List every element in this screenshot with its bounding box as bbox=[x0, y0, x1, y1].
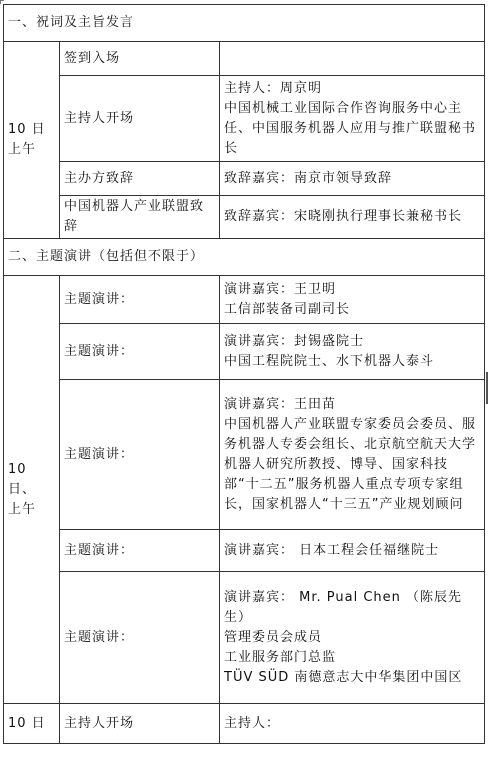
agenda-table bbox=[3, 4, 485, 744]
item-cell: 主办方致辞 bbox=[60, 162, 220, 196]
section-header-row bbox=[4, 239, 485, 276]
table-row bbox=[4, 162, 485, 196]
section-title: 一、祝词及主旨发言 bbox=[4, 5, 485, 42]
detail-cell: 主持人：周京明 中国机械工业国际合作咨询服务中心主任、中国服务机器人应用与推广联盟秘书长 bbox=[220, 76, 485, 162]
time-cell: 10 日 上午 bbox=[4, 42, 60, 239]
detail-cell: 主持人： bbox=[220, 704, 485, 744]
table-row bbox=[4, 76, 485, 162]
time-cell: 10 日、 上午 bbox=[4, 276, 60, 704]
detail-cell bbox=[220, 42, 485, 76]
detail-cell: 演讲嘉宾：王田苗 中国机器人产业联盟专家委员会委员、服务机器人专委会组长、北京航空航天大学机器人研究所教授、博导、国家科技部“十二五”服务机器人重点专项专家组长，国家机器人“十三五”产业规划顾问 bbox=[220, 380, 485, 530]
item-cell: 签到入场 bbox=[60, 42, 220, 76]
table-row bbox=[4, 572, 485, 704]
table-row bbox=[4, 704, 485, 744]
section-header-row bbox=[4, 5, 485, 42]
table-row bbox=[4, 42, 485, 76]
table-row bbox=[4, 276, 485, 324]
item-cell: 主题演讲： bbox=[60, 324, 220, 380]
item-cell: 主题演讲： bbox=[60, 380, 220, 530]
item-cell: 主题演讲： bbox=[60, 276, 220, 324]
item-cell: 主持人开场 bbox=[60, 76, 220, 162]
table-row bbox=[4, 324, 485, 380]
item-cell: 主持人开场 bbox=[60, 704, 220, 744]
item-cell: 主题演讲： bbox=[60, 530, 220, 572]
detail-cell: 演讲嘉宾： Mr. Pual Chen （陈辰先生） 管理委员会成员 工业服务部门总监 TÜV SÜD 南德意志大中华集团中国区 bbox=[220, 572, 485, 704]
item-cell: 主题演讲： bbox=[60, 572, 220, 704]
detail-cell: 演讲嘉宾：王卫明 工信部装备司副司长 bbox=[220, 276, 485, 324]
detail-cell: 致辞嘉宾：南京市领导致辞 bbox=[220, 162, 485, 196]
detail-cell: 演讲嘉宾： 日本工程会任福继院士 bbox=[220, 530, 485, 572]
table-row bbox=[4, 530, 485, 572]
table-row bbox=[4, 196, 485, 239]
section-title: 二、主题演讲（包括但不限于） bbox=[4, 239, 485, 276]
detail-cell: 演讲嘉宾：封锡盛院士 中国工程院院士、水下机器人泰斗 bbox=[220, 324, 485, 380]
time-cell: 10 日 bbox=[4, 704, 60, 744]
item-cell: 中国机器人产业联盟致辞 bbox=[60, 196, 220, 239]
table-row bbox=[4, 380, 485, 530]
detail-cell: 致辞嘉宾：宋晓刚执行理事长兼秘书长 bbox=[220, 196, 485, 239]
